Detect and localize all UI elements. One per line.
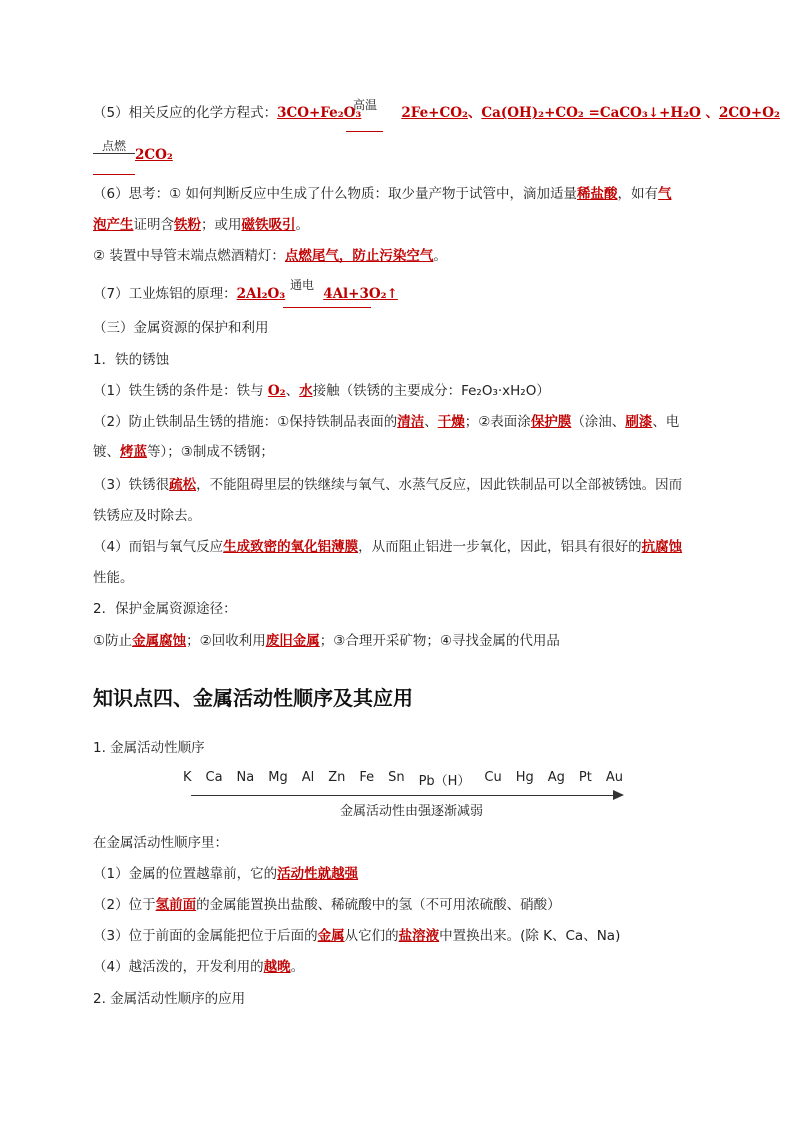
think-text-4: ；或用 xyxy=(201,217,242,233)
answer-bubble-a: 气 xyxy=(657,186,672,202)
answer-paint: 刷漆 xyxy=(625,414,653,430)
activity-series xyxy=(183,770,623,789)
protect-text-1: ①防止 xyxy=(93,633,133,649)
metal-symbol: Al xyxy=(301,770,315,785)
metal-symbol: Mg xyxy=(268,770,288,785)
part3-title: （三）金属资源的保护和利用 xyxy=(93,320,269,336)
application-title: 2. 金属活动性顺序的应用 xyxy=(93,991,246,1007)
think-line-3 xyxy=(93,246,447,266)
al-condition-bar xyxy=(283,307,371,308)
eq1-condition: 高温 xyxy=(352,98,377,112)
al-eq-left: 2Al₂O₃ xyxy=(236,286,286,302)
metal-symbol: Pt xyxy=(578,770,592,785)
rust-sep: 、 xyxy=(285,383,300,399)
eq1-condition-bar xyxy=(346,131,383,132)
answer-metal: 金属 xyxy=(317,928,345,944)
rule-line-4 xyxy=(93,957,304,977)
answer-dense-film: 生成致密的氧化铝薄膜 xyxy=(223,539,359,555)
eq3-left: 2CO+O₂ xyxy=(719,105,780,121)
protect-text-3: ；③合理开采矿物；④寻找金属的代用品 xyxy=(319,633,560,649)
eq3-condition-bar xyxy=(93,174,135,175)
answer-dilute-hcl: 稀盐酸 xyxy=(576,186,618,202)
eq3-condition-bar-top xyxy=(93,153,135,154)
eq1-left: 3CO+Fe₂O₃ xyxy=(277,105,362,121)
metal-symbol: Au xyxy=(605,770,623,785)
metal-symbol: Na xyxy=(236,770,255,785)
answer-magnet: 磁铁吸引 xyxy=(241,217,296,233)
protect-heading: 2．保护金属资源途径： xyxy=(93,601,237,617)
metal-symbol: Ca xyxy=(205,770,223,785)
rule-text-2: （2）位于 xyxy=(93,897,156,913)
eq3-condition: 点燃 xyxy=(101,139,126,153)
metal-symbol: Sn xyxy=(388,770,405,785)
think-text-6: ② 装置中导管末端点燃酒精灯： xyxy=(93,248,285,264)
al-line xyxy=(93,284,398,304)
answer-metal-corrosion: 金属腐蚀 xyxy=(132,633,187,649)
answer-water: 水 xyxy=(299,383,313,399)
prevent-text-2: ；②表面涂 xyxy=(464,414,531,430)
metal-symbol: Fe xyxy=(359,770,375,785)
activity-series-title: 1. 金属活动性顺序 xyxy=(93,740,205,756)
loose-text-1: （3）铁锈很 xyxy=(93,477,170,493)
rule-text-7: （4）越活泼的，开发利用的 xyxy=(93,959,264,975)
sec5-prefix: （5）相关反应的化学方程式： xyxy=(93,105,278,121)
eq-line-5 xyxy=(93,103,780,123)
eq1-right: 2Fe+CO₂ xyxy=(401,105,468,121)
rule-text-3: 的金属能置换出盐酸、稀硫酸中的氢（不可用浓硫酸、硝酸） xyxy=(196,897,561,913)
answer-salt-solution: 盐溶液 xyxy=(398,928,440,944)
activity-arrow-label: 金属活动性由强逐渐减弱 xyxy=(340,804,484,819)
aluminum-text-2: ，从而阻止铝进一步氧化，因此，铝具有很好的 xyxy=(358,539,642,555)
al-prefix: （7）工业炼铝的原理： xyxy=(93,286,237,302)
loose-line-2: 铁锈应及时除去。 xyxy=(93,508,201,524)
aluminum-line-1 xyxy=(93,537,682,557)
answer-iron-powder: 铁粉 xyxy=(174,217,201,233)
loose-text-2: ，不能阻碍里层的铁继续与氧气、水蒸气反应，因此铁制品可以全部被锈蚀。因而 xyxy=(196,477,683,493)
think-line-1 xyxy=(93,184,671,204)
metal-symbol: Hg xyxy=(515,770,534,785)
answer-scrap-metal: 废旧金属 xyxy=(265,633,320,649)
answer-more-active: 活动性就越强 xyxy=(277,866,359,882)
series-intro: 在金属活动性顺序里： xyxy=(93,835,228,851)
metal-symbol: Cu xyxy=(484,770,502,785)
prevent-text-6: 等）；③制成不锈钢； xyxy=(147,444,274,460)
answer-protective-film: 保护膜 xyxy=(530,414,572,430)
metal-symbol: Zn xyxy=(328,770,346,785)
rule-line-2 xyxy=(93,895,561,915)
prevent-text-1: （2）防止铁制品生锈的措施：①保持铁制品表面的 xyxy=(93,414,398,430)
eq3-right: 2CO₂ xyxy=(135,147,173,163)
think-text-5: 。 xyxy=(295,217,309,233)
answer-later: 越晚 xyxy=(263,959,291,975)
think-text-7: 。 xyxy=(433,248,447,264)
answer-bluing: 烤蓝 xyxy=(120,444,147,460)
answer-o2: O₂ xyxy=(267,383,286,399)
think-text-2: ，如有 xyxy=(617,186,658,202)
protect-text-2: ；②回收利用 xyxy=(186,633,266,649)
prevent-line-2 xyxy=(93,442,274,462)
rust-cond-text: （1）铁生锈的条件是：铁与 xyxy=(93,383,268,399)
rule-text-6: 中置换出来。(除 K、Ca、Na) xyxy=(439,928,621,944)
eq-sep: 、 xyxy=(467,105,482,121)
answer-before-hydrogen: 氢前面 xyxy=(155,897,197,913)
eq2: Ca(OH)₂+CO₂ =CaCO₃↓+H₂O xyxy=(481,105,701,121)
answer-bubble-b: 泡产生 xyxy=(93,217,134,233)
eq-sep2: 、 xyxy=(700,105,719,121)
activity-arrow-head xyxy=(613,790,624,800)
think-line-2 xyxy=(93,215,309,235)
answer-loose: 疏松 xyxy=(169,477,197,493)
prevent-text-3: （涂油、 xyxy=(571,414,626,430)
protect-line xyxy=(93,631,560,651)
al-eq-right: 4Al+3O₂↑ xyxy=(323,286,398,302)
answer-dry: 干燥 xyxy=(437,414,465,430)
answer-anticorrosion: 抗腐蚀 xyxy=(641,539,683,555)
prevent-text-5: 镀、 xyxy=(93,444,120,460)
rust-heading: 1．铁的锈蚀 xyxy=(93,352,170,368)
rule-line-1 xyxy=(93,864,358,884)
activity-arrow-line xyxy=(191,795,615,796)
rule-text-8: 。 xyxy=(290,959,305,975)
metal-symbol: K xyxy=(183,770,192,785)
rule-text-1: （1）金属的位置越靠前，它的 xyxy=(93,866,278,882)
aluminum-text-1: （4）而铝与氧气反应 xyxy=(93,539,224,555)
metal-symbol: Pb（H） xyxy=(418,774,471,789)
prevent-text-4: 、电 xyxy=(652,414,680,430)
rust-cond-line xyxy=(93,381,550,401)
rust-cond-tail: 接触（铁锈的主要成分：Fe₂O₃·xH₂O） xyxy=(312,383,550,399)
rule-text-4: （3）位于前面的金属能把位于后面的 xyxy=(93,928,318,944)
loose-line-1 xyxy=(93,475,682,495)
section-heading: 知识点四、金属活动性顺序及其应用 xyxy=(93,686,413,710)
rule-text-5: 从它们的 xyxy=(344,928,399,944)
think-text-3: 证明含 xyxy=(133,217,174,233)
aluminum-line-2: 性能。 xyxy=(93,570,134,586)
al-condition: 通电 xyxy=(289,278,314,292)
prevent-line-1 xyxy=(93,412,679,432)
metal-symbol: Ag xyxy=(547,770,565,785)
prevent-sep: 、 xyxy=(424,414,438,430)
rule-line-3 xyxy=(93,926,620,946)
think-text-1: （6）思考：① 如何判断反应中生成了什么物质：取少量产物于试管中，滴加适量 xyxy=(93,186,577,202)
eq3-right-line xyxy=(135,145,173,165)
answer-clean: 清洁 xyxy=(397,414,425,430)
answer-burn-tail-gas: 点燃尾气，防止污染空气 xyxy=(284,248,434,264)
